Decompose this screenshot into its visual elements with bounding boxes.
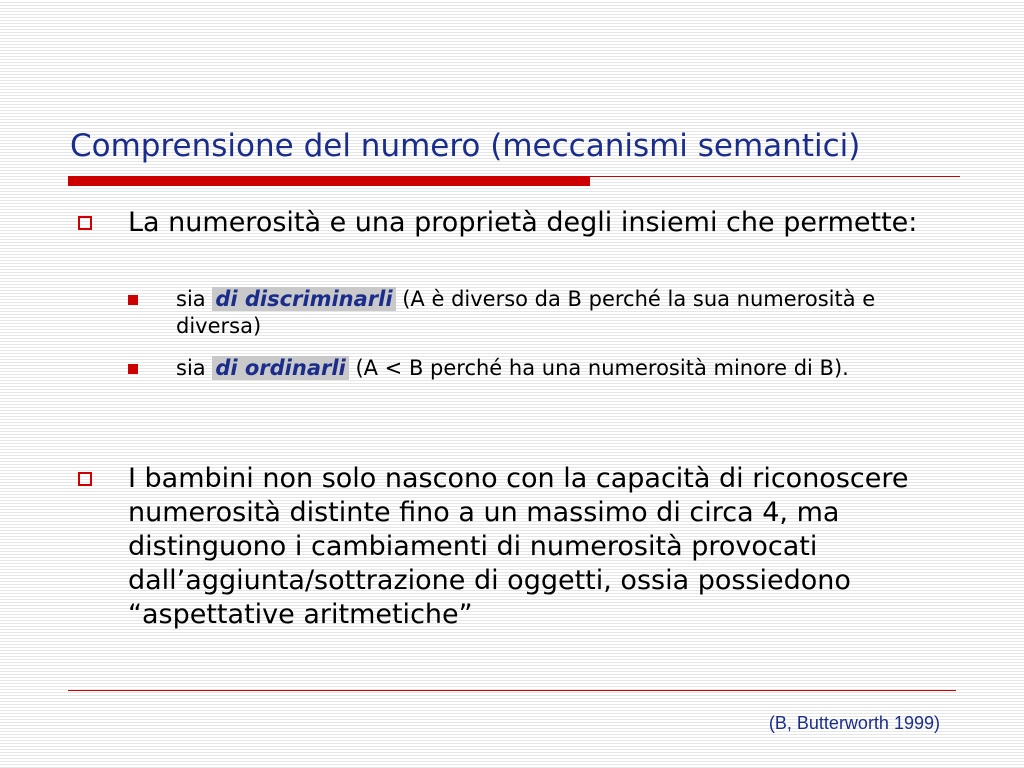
sub-bullet-text [176,355,936,382]
sub-bullet-text [176,286,936,340]
bullet-text: La numerosità e una proprietà degli insiemi che permette: [128,207,918,238]
bullet-text: I bambini non solo nascono con la capacità di riconoscere numerosità distinte fino a un massimo di circa 4, ma distinguono i cambiamenti di numerosità provocati dall’aggiunta/sottrazione di oggetti, ossia possiedono “aspettative aritmetiche” [128,463,909,630]
filled-square-bullet-icon [128,295,138,305]
emphasized-term: di discriminarli [212,287,395,311]
sub-bullet-rest: (A < B perché ha una numerosità minore di B). [348,356,849,380]
filled-square-bullet-icon [128,364,138,374]
sub-bullet-lead: sia [176,287,213,311]
emphasized-term: di ordinarli [212,356,348,380]
citation: (B, Butterworth 1999) [768,713,940,733]
title-underline-line [590,176,960,177]
hollow-square-bullet-icon [78,472,92,486]
footer-divider [68,690,956,691]
sub-bullet-lead: sia [176,356,213,380]
title-underline-bar [68,176,590,186]
sub-bullet-rest: (A è diverso da B perché la sua numerosità e diversa) [176,287,876,338]
hollow-square-bullet-icon [78,216,92,230]
slide-title: Comprensione del numero (meccanismi semantici) [70,128,861,164]
